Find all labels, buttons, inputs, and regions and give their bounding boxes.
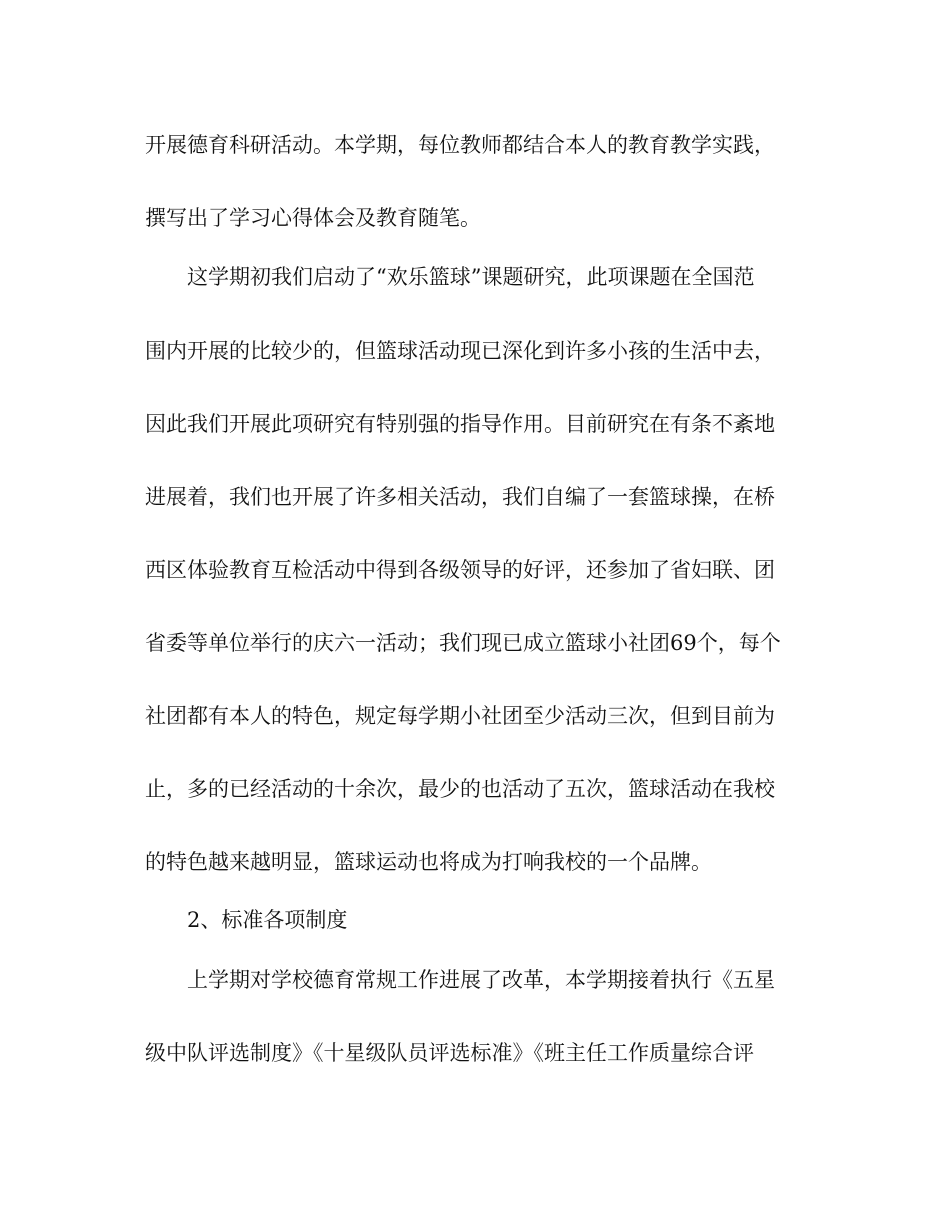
paragraph-line: 因此我们开展此项研究有特别强的指导作用。目前研究在有条不紊地	[145, 412, 775, 436]
section-heading: 2、标准各项制度	[187, 908, 348, 932]
paragraph-line: 撰写出了学习心得体会及教育随笔。	[145, 206, 481, 230]
paragraph-line: 围内开展的比较少的，但篮球活动现已深化到许多小孩的生活中去，	[145, 339, 775, 363]
paragraph-line: 的特色越来越明显，篮球运动也将成为打响我校的一个品牌。	[145, 850, 712, 874]
paragraph-line: 开展德育科研活动。本学期，每位教师都结合本人的教育教学实践，	[145, 133, 775, 157]
paragraph-line: 止，多的已经活动的十余次，最少的也活动了五次，篮球活动在我校	[145, 777, 775, 801]
paragraph-line: 西区体验教育互检活动中得到各级领导的好评，还参加了省妇联、团	[145, 558, 775, 582]
paragraph-line: 级中队评选制度》《十星级队员评选标准》《班主任工作质量综合评	[145, 1041, 754, 1065]
paragraph-line: 社团都有本人的特色，规定每学期小社团至少活动三次，但到目前为	[145, 704, 775, 728]
paragraph-line: 省委等单位举行的庆六一活动；我们现已成立篮球小社团69个，每个	[145, 631, 781, 655]
paragraph-line: 这学期初我们启动了“欢乐篮球”课题研究，此项课题在全国范	[187, 265, 755, 289]
paragraph-line: 进展着，我们也开展了许多相关活动，我们自编了一套篮球操，在桥	[145, 485, 775, 509]
paragraph-line: 上学期对学校德育常规工作进展了改革，本学期接着执行《五星	[187, 968, 775, 992]
